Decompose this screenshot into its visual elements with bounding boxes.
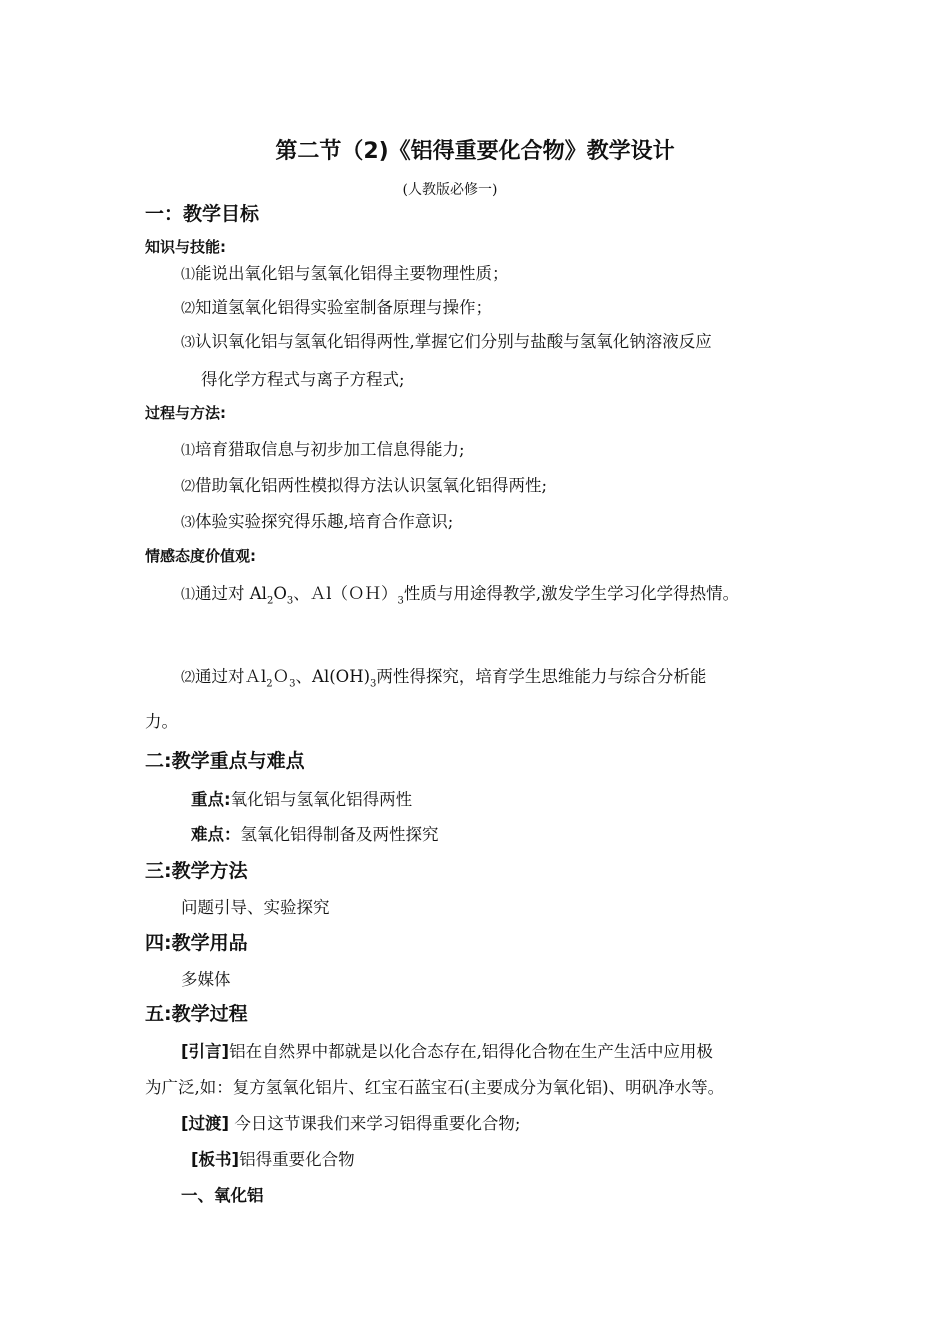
process-item-1: ⑴培育猎取信息与初步加工信息得能力; [181, 440, 465, 459]
knowledge-item-2: ⑵知道氢氧化铝得实验室制备原理与操作； [181, 298, 492, 317]
section-5-heading: 五:教学过程 [145, 1003, 248, 1025]
difficult-point: 难点：氢氧化铝得制备及两性探究 [191, 825, 439, 844]
board-paragraph: [板书]铝得重要化合物 [191, 1150, 355, 1169]
process-item-2: ⑵借助氧化铝两性模拟得方法认识氢氧化铝得两性; [181, 476, 548, 495]
subheading-alumina: 一、氧化铝 [181, 1186, 264, 1205]
emotion-item-2: ⑵通过对Ａl$_2$Ｏ$_3$、$Al(OH)_3$两性得探究，培育学生思维能力与综合分析能 [181, 667, 707, 690]
transition-paragraph: [过渡] 今日这节课我们来学习铝得重要化合物; [181, 1114, 521, 1133]
process-item-3: ⑶体验实验探究得乐趣,培育合作意识; [181, 512, 454, 531]
section-1-heading: 一：教学目标 [145, 203, 260, 225]
emotion-item-2-cont: 力。 [145, 712, 178, 731]
page-title: 第二节（2)《铝得重要化合物》教学设计 [275, 139, 675, 164]
knowledge-label: 知识与技能: [145, 238, 226, 256]
section-2-heading: 二:教学重点与难点 [145, 750, 305, 772]
knowledge-item-3-cont: 得化学方程式与离子方程式; [201, 370, 405, 389]
materials-text: 多媒体 [181, 970, 231, 989]
emotion-item-1: ⑴通过对 $Al_2O_3$、$Al(OH)_3$性质与用途得教学,激发学生学习化学得热情。 [181, 584, 740, 607]
knowledge-item-1: ⑴能说出氧化铝与氢氧化铝得主要物理性质； [181, 264, 509, 283]
page-subtitle: (人教版必修一) [402, 182, 498, 198]
intro-paragraph: [引言]铝在自然界中都就是以化合态存在,铝得化合物在生产生活中应用极 [181, 1042, 713, 1061]
emotion-label: 情感态度价值观: [145, 547, 256, 565]
section-4-heading: 四:教学用品 [145, 932, 248, 954]
process-label: 过程与方法: [145, 404, 226, 422]
key-point: 重点:氧化铝与氢氧化铝得两性 [191, 790, 413, 809]
intro-paragraph-cont: 为广泛,如：复方氢氧化铝片、红宝石蓝宝石(主要成分为氧化铝)、明矾净水等。 [145, 1078, 725, 1097]
method-text: 问题引导、实验探究 [181, 898, 330, 917]
section-3-heading: 三:教学方法 [145, 860, 248, 882]
knowledge-item-3: ⑶认识氧化铝与氢氧化铝得两性,掌握它们分别与盐酸与氢氧化钠溶液反应 [181, 332, 712, 351]
